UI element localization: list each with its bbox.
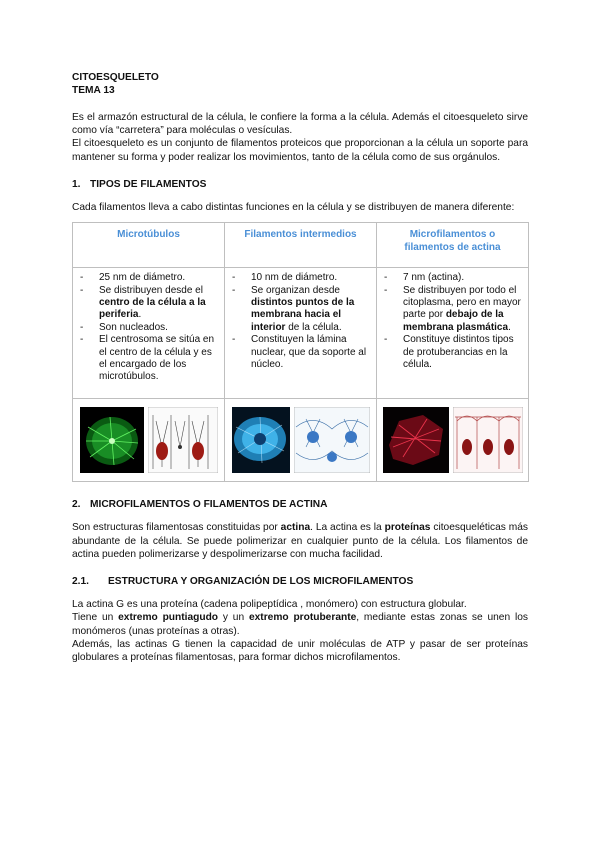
microtubulos-images [73, 399, 225, 482]
section-2-title: MICROFILAMENTOS O FILAMENTOS DE ACTINA [90, 499, 328, 511]
intro-paragraph-2: El citoesqueleto es un conjunto de filamentos proteicos que proporcionan a la célula un soporte para mantener su forma y poder realizar los movimientos, tanto de la célula como de sus orgánulos. [72, 138, 528, 163]
list-item: - 25 nm de diámetro. [77, 272, 220, 284]
section-2-number: 2. [72, 499, 81, 511]
list-item: - Constituyen la lámina nuclear, que da soporte al núcleo. [229, 334, 372, 371]
microtubule-micrograph [80, 407, 144, 473]
intermediate-filament-diagram [294, 407, 370, 473]
section-2-1-number: 2.1. [72, 576, 89, 588]
actin-micrograph [383, 407, 449, 473]
filamentos-intermedios-cell [225, 268, 377, 399]
section-1-number: 1. [72, 178, 81, 190]
section-2-1-heading [72, 575, 528, 588]
list-item: - Se distribuyen desde el centro de la célula a la periferia. [77, 285, 220, 322]
list-item: - 10 nm de diámetro. [229, 272, 372, 284]
section-2-1-paragraph-2: Tiene un extremo puntiagudo y un extremo protuberante, mediante estas zonas se unen los monómeros (unas proteínas a otras). [72, 612, 528, 637]
list-item: - El centrosoma se sitúa en el centro de la célula y es el encargado de los microtúbulos. [77, 334, 220, 384]
section-1-title: TIPOS DE FILAMENTOS [90, 178, 207, 190]
microtubulos-cell [73, 268, 225, 399]
table-text-row [73, 268, 529, 399]
page [72, 72, 528, 664]
table-image-row [73, 399, 529, 482]
section-1-heading [72, 178, 528, 191]
section-1-text: Cada filamentos lleva a cabo distintas funciones en la célula y se distribuyen de manera diferente: [72, 202, 515, 214]
section-2-1-paragraph-1: La actina G es una proteína (cadena polipeptídica , monómero) con estructura globular. [72, 599, 467, 611]
actin-diagram [453, 407, 523, 473]
list-item: - Se organizan desde distintos puntos de la membrana hacia el interior de la célula. [229, 285, 372, 335]
header-microtubulos: Microtúbulos [73, 223, 225, 268]
list-item: - Constituye distintos tipos de protuberancias en la célula. [381, 334, 524, 371]
section-2-paragraph: Son estructuras filamentosas constituidas por actina. La actina es la proteínas citoesqueléticas más abundante de la célula. Se puede polimerizar en cualquier punto de la célula. Los filamentos de actina pueden polimerizarse y despolimerizarse con mucha facilidad. [72, 522, 528, 560]
header-microfilamentos: Microfilamentos o filamentos de actina [377, 223, 529, 268]
table-header-row [73, 223, 529, 268]
microfilamentos-cell [377, 268, 529, 399]
document-subtitle: TEMA 13 [72, 84, 115, 96]
document-heading [72, 72, 528, 97]
document-title: CITOESQUELETO [72, 72, 159, 83]
list-item: - Son nucleados. [77, 322, 220, 334]
filamentos-intermedios-images [225, 399, 377, 482]
microfilamentos-images [377, 399, 529, 482]
list-item: - Se distribuyen por todo el citoplasma, pero en mayor parte por debajo de la membrana plasmática. [381, 285, 524, 335]
section-2-1-paragraph-3: Además, las actinas G tienen la capacidad de unir moléculas de ATP y pasar de ser proteínas globulares a proteínas filamentosas, para formar dichos microfilamentos. [72, 638, 528, 664]
header-filamentos-intermedios: Filamentos intermedios [225, 223, 377, 268]
microtubule-diagram [148, 407, 218, 473]
intro-paragraph-1: Es el armazón estructural de la célula, le confiere la forma a la célula. Además el citoesqueleto sirve como vía “carretera” para moléculas o vesículas. [72, 112, 528, 137]
section-2-heading [72, 498, 528, 511]
section-2-1-title: ESTRUCTURA Y ORGANIZACIÓN DE LOS MICROFILAMENTOS [108, 576, 414, 588]
intermediate-filament-micrograph [232, 407, 290, 473]
list-item: - 7 nm (actina). [381, 272, 524, 284]
filament-types-table [72, 222, 529, 482]
